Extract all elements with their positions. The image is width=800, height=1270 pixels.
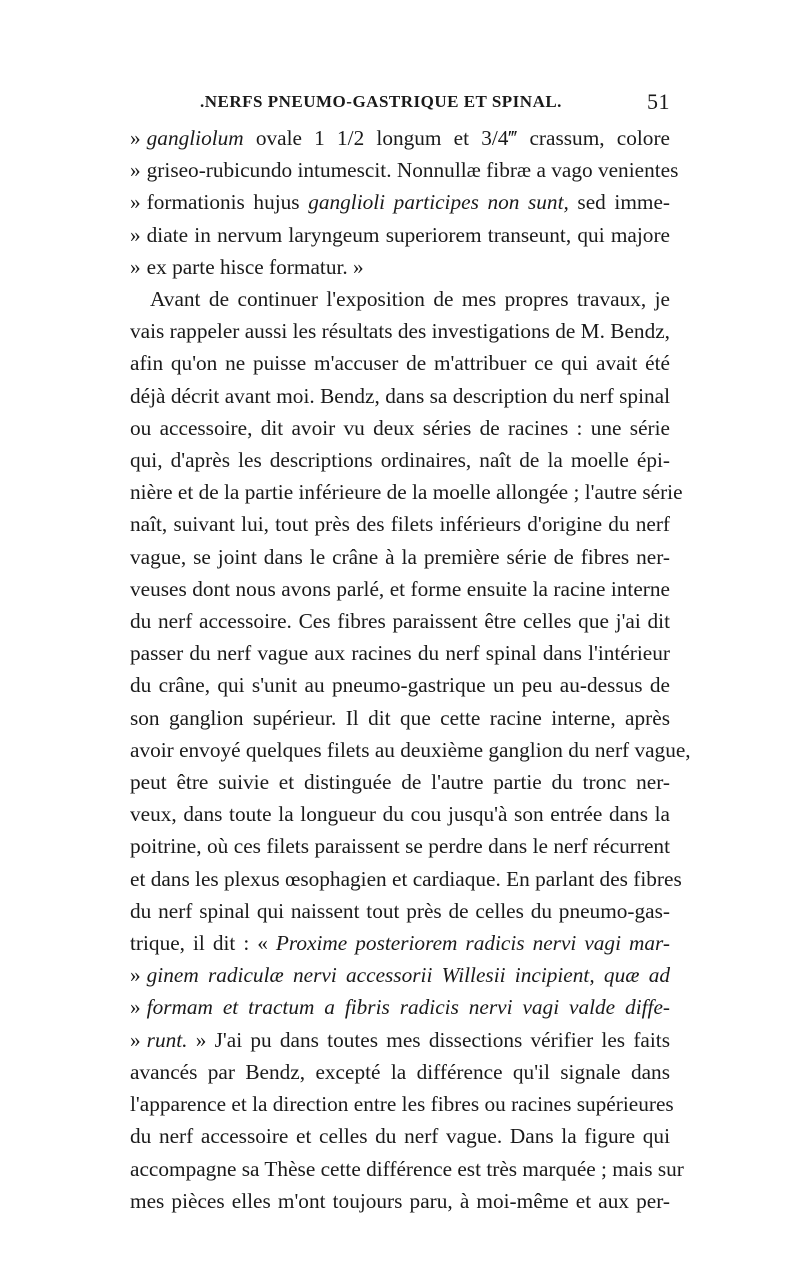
text-line — [130, 863, 682, 895]
text-segment: trique, il dit : « — [130, 931, 276, 956]
text-segment: avoir envoyé quelques filets au deuxième ganglion du nerf vague, — [130, 737, 691, 762]
text-line — [130, 412, 670, 444]
text-line — [130, 605, 670, 637]
text-segment: son ganglion supérieur. Il dit que cette racine interne, après — [130, 705, 670, 730]
book-page — [130, 89, 691, 1217]
text-segment: vais rappeler aussi les résultats des investigations de M. Bendz, — [130, 319, 670, 344]
text-line — [130, 1185, 670, 1217]
text-line — [130, 637, 670, 669]
text-segment: naît, suivant lui, tout près des filets inférieurs d'origine du nerf — [130, 512, 670, 537]
latin-text: ganglioli participes non sunt, — [308, 190, 569, 215]
text-line — [130, 315, 670, 347]
quote-mark: » — [130, 222, 141, 247]
latin-text: runt. — [146, 1027, 188, 1052]
text-line — [130, 766, 670, 798]
latin-text: gangliolum — [146, 126, 244, 150]
text-line — [130, 1056, 670, 1088]
latin-text: formam et tractum a fibris radicis nervi vagi valde diffe- — [146, 995, 670, 1020]
text-segment: vague, se joint dans le crâne à la première série de fibres ner- — [130, 544, 670, 569]
text-segment: peut être suivie et distinguée de l'autre partie du tronc ner- — [130, 770, 670, 795]
text-segment: diate in nervum laryngeum superiorem transeunt, qui majore — [146, 222, 670, 247]
text-segment: du crâne, qui s'unit au pneumo-gastrique un peu au-dessus de — [130, 673, 670, 698]
text-segment: Avant de continuer l'exposition de mes propres travaux, je — [150, 287, 670, 312]
running-title: .NERFS PNEUMO-GASTRIQUE ET SPINAL. — [200, 92, 562, 111]
latin-text: Proxime posteriorem radicis nervi vagi mar- — [275, 931, 670, 956]
text-line — [130, 1024, 670, 1056]
page-number: 51 — [647, 89, 670, 114]
text-line — [130, 927, 670, 959]
text-line — [130, 444, 670, 476]
text-segment: » J'ai pu dans toutes mes dissections vérifier les faits — [187, 1027, 670, 1052]
text-line — [130, 959, 670, 991]
text-line — [130, 380, 670, 412]
text-line — [130, 1088, 674, 1120]
text-line — [130, 798, 670, 830]
text-line — [130, 895, 670, 927]
text-segment: avancés par Bendz, excepté la différence qu'il signale dans — [130, 1059, 670, 1084]
text-line — [130, 154, 679, 186]
text-line — [130, 508, 670, 540]
text-line — [130, 186, 670, 218]
text-line — [130, 122, 670, 154]
text-line — [130, 1120, 670, 1152]
page-header — [130, 89, 670, 122]
text-segment: veux, dans toute la longueur du cou jusqu'à son entrée dans la — [130, 802, 670, 827]
text-segment: ex parte hisce formatur. » — [146, 254, 364, 279]
quote-mark: » — [130, 190, 141, 215]
text-segment: nière et de la partie inférieure de la moelle allongée ; l'autre série — [130, 480, 683, 505]
text-segment: du nerf accessoire et celles du nerf vague. Dans la figure qui — [130, 1124, 670, 1149]
body-text — [130, 122, 691, 1217]
text-line — [130, 251, 670, 283]
text-segment: l'apparence et la direction entre les fibres ou racines supérieures — [130, 1092, 674, 1117]
text-segment: formationis hujus — [146, 190, 309, 215]
quote-mark: » — [130, 254, 141, 279]
text-line — [130, 573, 670, 605]
text-segment: griseo-rubicundo intumescit. Nonnullæ fibræ a vago venientes — [146, 158, 679, 183]
latin-text: ginem radiculæ nervi accessorii Willesii incipient, quæ ad — [146, 963, 670, 988]
text-line — [130, 702, 670, 734]
text-line — [130, 669, 670, 701]
text-segment: veuses dont nous avons parlé, et forme ensuite la racine interne — [130, 576, 670, 601]
text-line — [130, 830, 670, 862]
text-segment: du nerf accessoire. Ces fibres paraissent être celles que j'ai dit — [130, 609, 670, 634]
text-line — [130, 283, 670, 315]
text-segment: sed imme- — [568, 190, 670, 215]
text-line — [130, 219, 670, 251]
text-segment: du nerf spinal qui naissent tout près de celles du pneumo-gas- — [130, 898, 670, 923]
text-segment: ovale 1 1/2 longum et 3/4‴ crassum, colore — [243, 126, 670, 150]
text-line — [130, 734, 691, 766]
text-segment: ou accessoire, dit avoir vu deux séries de racines : une série — [130, 415, 670, 440]
quote-mark: » — [130, 995, 141, 1020]
text-segment: accompagne sa Thèse cette différence est très marquée ; mais sur — [130, 1156, 684, 1181]
text-line — [130, 1153, 684, 1185]
text-segment: afin qu'on ne puisse m'accuser de m'attribuer ce qui avait été — [130, 351, 670, 376]
text-line — [130, 347, 670, 379]
text-segment: mes pièces elles m'ont toujours paru, à moi-même et aux per- — [130, 1188, 670, 1213]
text-line — [130, 476, 683, 508]
text-line — [130, 991, 670, 1023]
quote-mark: » — [130, 1027, 141, 1052]
text-segment: déjà décrit avant moi. Bendz, dans sa description du nerf spinal — [130, 383, 670, 408]
text-segment: poitrine, où ces filets paraissent se perdre dans le nerf récurrent — [130, 834, 670, 859]
text-segment: et dans les plexus œsophagien et cardiaque. En parlant des fibres — [130, 866, 682, 891]
quote-mark: » — [130, 158, 141, 183]
quote-mark: » — [130, 126, 141, 150]
quote-mark: » — [130, 963, 141, 988]
text-line — [130, 541, 670, 573]
text-segment: passer du nerf vague aux racines du nerf spinal dans l'intérieur — [130, 641, 670, 666]
text-segment: qui, d'après les descriptions ordinaires, naît de la moelle épi- — [130, 448, 670, 473]
